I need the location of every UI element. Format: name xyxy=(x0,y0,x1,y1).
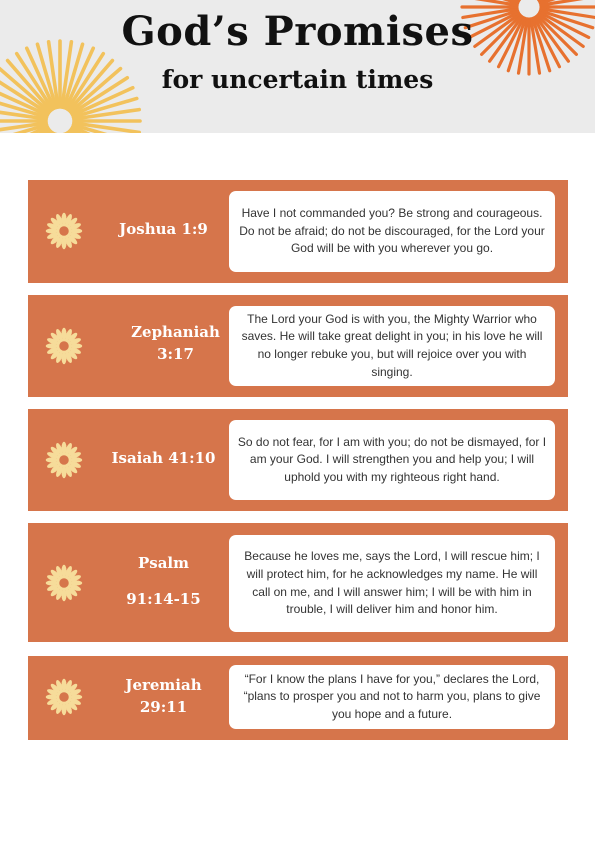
flower-icon xyxy=(45,564,83,602)
promise-card xyxy=(28,295,568,397)
flower-icon xyxy=(45,212,83,250)
promise-card xyxy=(28,523,568,642)
verse-box xyxy=(229,191,555,272)
flower-icon xyxy=(45,678,83,716)
page-subtitle: for uncertain times xyxy=(161,65,434,94)
promise-reference: Jeremiah 29:11 xyxy=(125,676,202,716)
promise-reference-book: Psalm xyxy=(137,554,189,572)
verse-text: So do not fear, for I am with you; do not be dismayed, for I am your God. I will strengthen you and help you; I will uphold you with my righteous right hand. xyxy=(237,434,547,484)
verse-text: “For I know the plans I have for you,” declares the Lord, “plans to prosper you and not to harm you, plans to give you hope and a future. xyxy=(243,671,541,721)
flower-icon xyxy=(45,327,83,365)
page-title: God’s Promises xyxy=(121,8,474,55)
verse-text: Have I not commanded you? Be strong and courageous. Do not be afraid; do not be discouraged, for the Lord your God will be with you wherever you go. xyxy=(239,206,545,256)
verse-box xyxy=(229,420,555,500)
verse-text: Because he loves me, says the Lord, I will rescue him; I will protect him, for he acknowledges my name. He will call on me, and I will answer him; I will be with him in trouble, I will deliver him and honor him. xyxy=(244,549,540,617)
promise-reference-verse: 91:14-15 xyxy=(126,590,201,608)
promise-card xyxy=(28,409,568,511)
promise-reference xyxy=(101,552,226,610)
promise-card xyxy=(28,180,568,283)
verse-box xyxy=(229,665,555,729)
promise-reference: Zephaniah 3:17 xyxy=(131,323,220,363)
verse-box xyxy=(229,306,555,386)
flower-icon xyxy=(45,441,83,479)
promise-reference: Joshua 1:9 xyxy=(119,220,208,238)
verse-text: The Lord your God is with you, the Mighty Warrior who saves. He will take great delight in you; in his love he will no longer rebuke you, but will rejoice over you with singing. xyxy=(241,311,543,379)
promise-card xyxy=(28,656,568,740)
promise-reference: Isaiah 41:10 xyxy=(111,449,216,467)
verse-box xyxy=(229,535,555,632)
header-banner xyxy=(0,0,595,133)
